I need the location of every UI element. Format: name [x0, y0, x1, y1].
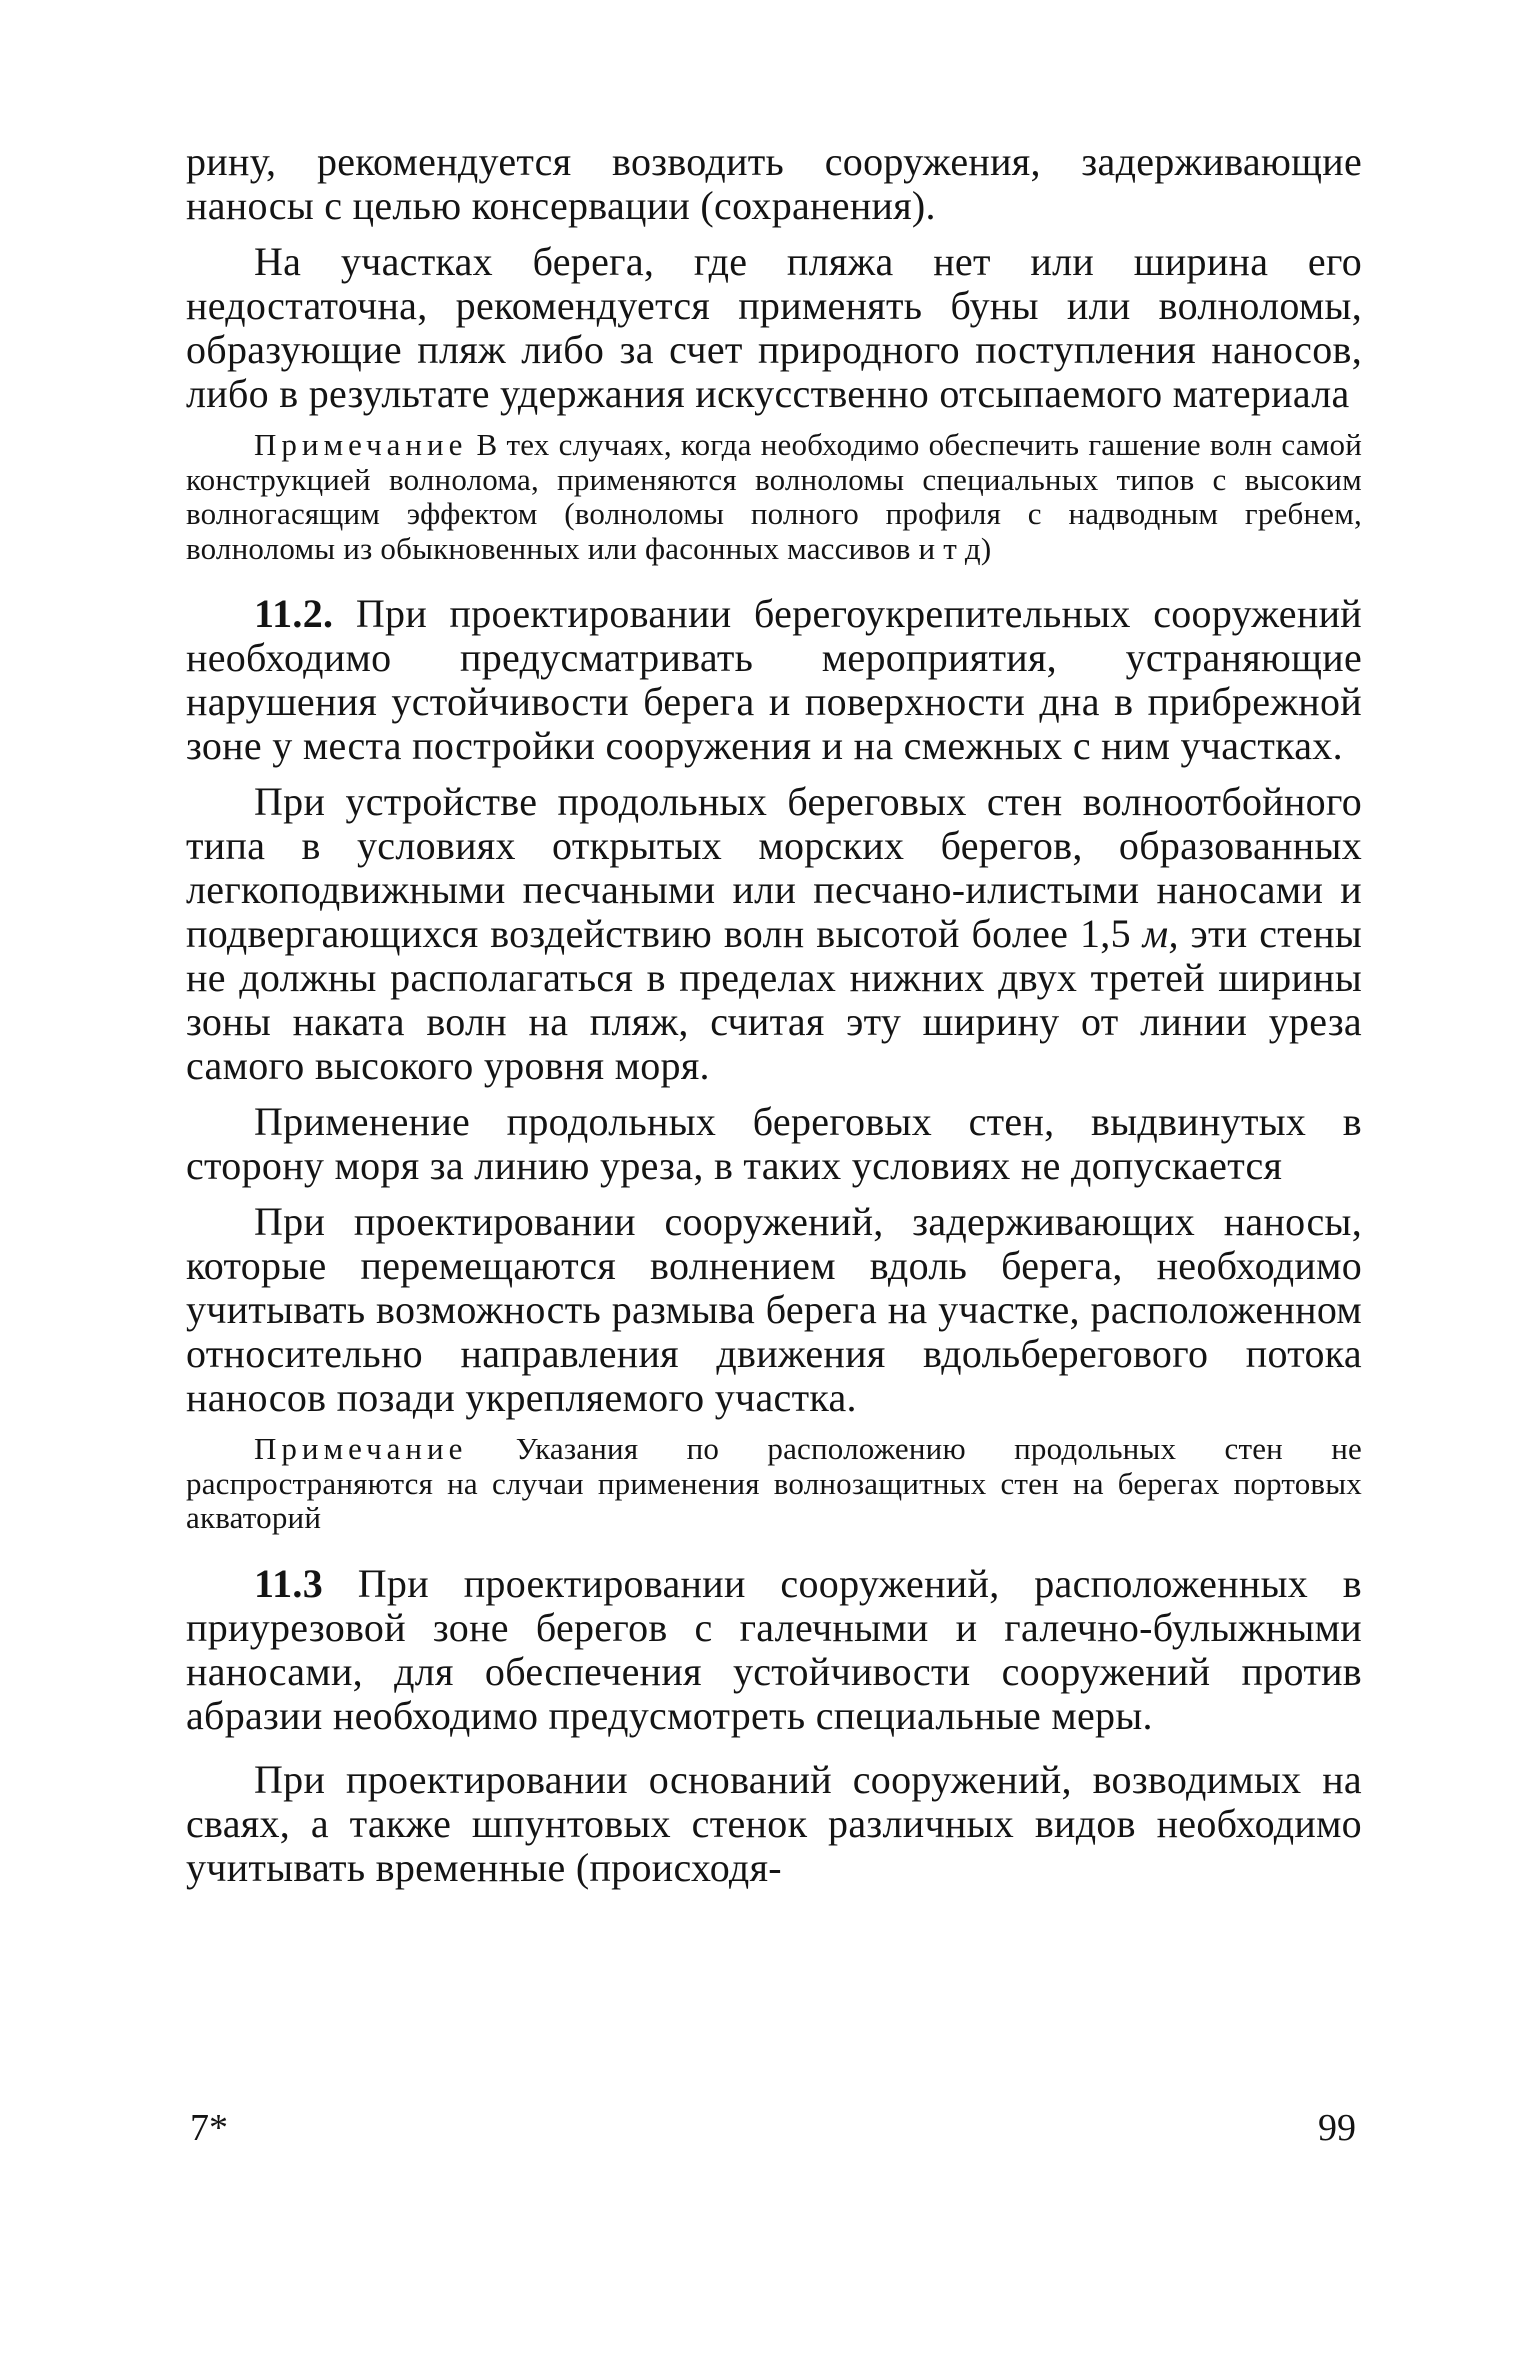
paragraph-erosion: При проектировании сооружений, задерживающих наносы, которые перемещаются волнением вдоль берега, необходимо учитывать возможность размыва берега на участке, расположенном относительно направления движения вдольберегового потока наносов позади укрепляемого участка.	[186, 1199, 1362, 1420]
note-2-label: Примечание	[254, 1431, 468, 1466]
page-body	[186, 140, 1362, 1890]
section-11-3-text: При проектировании сооружений, расположенных в приурезовой зоне берегов с галечными и галечно-булыжными наносами, для обеспечения устойчивости сооружений против абразии необходимо предусмотреть специальные меры.	[186, 1560, 1362, 1738]
section-11-2-number: 11.2.	[254, 591, 334, 636]
paragraph-seawall-part-a: При устройстве продольных береговых стен волноотбойного типа в условиях открытых морских берегов, образованных легкоподвижными песчаными или песчано-илистыми наносами и подвергающихся воздействию волн высотой более 1,5	[186, 779, 1362, 956]
signature-mark: 7*	[190, 2107, 228, 2149]
note-1-text: В тех случаях, когда необходимо обеспечить гашение волн самой конструкцией волнолома, применяются волноломы специальных типов с высоким волногасящим эффектом (волноломы полного профиля с надводным гребнем, волноломы из обыкновенных или фасонных массивов и т д)	[186, 427, 1362, 566]
paragraph-seawall-part-b: эти стены не должны располагаться в пределах нижних двух третей ширины зоны наката волн на пляж, считая эту ширину от линии уреза самого высокого уровня моря.	[186, 911, 1362, 1088]
section-11-3-number: 11.3	[254, 1560, 323, 1606]
paragraph-piles: При проектировании оснований сооружений, возводимых на сваях, а также шпунтовых стенок различных видов необходимо учитывать временные (происходя-	[186, 1756, 1362, 1890]
page-footer	[186, 2106, 1362, 2150]
paragraph-seawall	[186, 780, 1362, 1088]
paragraph-not-allowed: Применение продольных береговых стен, выдвинутых в сторону моря за линию уреза, в таких условиях не допускается	[186, 1099, 1362, 1188]
note-2	[186, 1432, 1362, 1536]
page-number: 99	[1318, 2107, 1356, 2149]
section-11-2	[186, 592, 1362, 768]
unit-meter: м,	[1142, 911, 1179, 956]
paragraph-continued: рину, рекомендуется возводить сооружения, задерживающие наносы с целью консервации (сохранения).	[186, 139, 1362, 228]
note-1	[186, 428, 1362, 566]
note-1-label: Примечание	[254, 427, 468, 462]
paragraph-beach: На участках берега, где пляжа нет или ширина его недостаточна, рекомендуется применять буны или волноломы, образующие пляж либо за счет природного поступления наносов, либо в результате удержания искусственно отсыпаемого материала	[186, 239, 1362, 416]
section-11-3	[186, 1562, 1362, 1738]
note-2-text: Указания по расположению продольных стен не распространяются на случаи применения волнозащитных стен на берегах портовых акваторий	[186, 1431, 1362, 1535]
section-11-2-text: При проектировании берегоукрепительных сооружений необходимо предусматривать мероприятия, устраняющие нарушения устойчивости берега и поверхности дна в прибрежной зоне у места постройки сооружения и на смежных с ним участках.	[186, 591, 1362, 768]
